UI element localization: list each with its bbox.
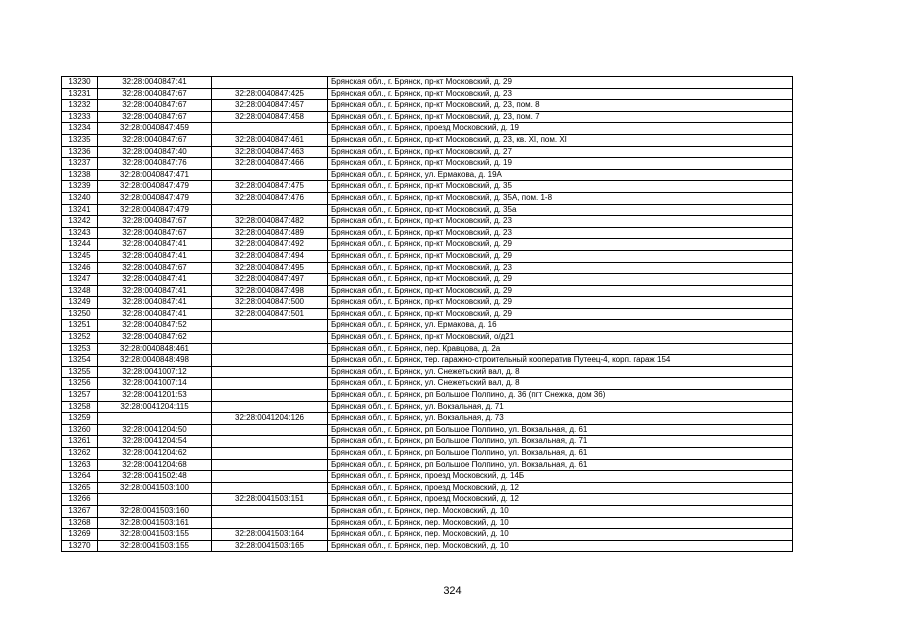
table-row	[62, 100, 793, 112]
object-cadastral-number-cell	[212, 459, 328, 471]
table-row	[62, 181, 793, 193]
table-row	[62, 297, 793, 309]
row-number-cell: 13236	[62, 146, 98, 158]
row-number-cell: 13262	[62, 448, 98, 460]
row-number-cell: 13255	[62, 366, 98, 378]
address-cell: Брянская обл., г. Брянск, пер. Московский, д. 10	[328, 529, 793, 541]
address-cell: Брянская обл., г. Брянск, пр-кт Московский, д. 19	[328, 158, 793, 170]
cadastral-number-cell: 32:28:0041204:62	[98, 448, 212, 460]
row-number-cell: 13234	[62, 123, 98, 135]
table-row	[62, 355, 793, 367]
address-cell: Брянская обл., г. Брянск, пер. Кравцова, д. 2а	[328, 343, 793, 355]
object-cadastral-number-cell: 32:28:0040847:425	[212, 88, 328, 100]
object-cadastral-number-cell	[212, 355, 328, 367]
cadastral-number-cell: 32:28:0041204:54	[98, 436, 212, 448]
address-cell: Брянская обл., г. Брянск, пер. Московский, д. 10	[328, 505, 793, 517]
address-cell: Брянская обл., г. Брянск, пр-кт Московский, д. 27	[328, 146, 793, 158]
cadastral-number-cell: 32:28:0041503:161	[98, 517, 212, 529]
row-number-cell: 13248	[62, 285, 98, 297]
address-cell: Брянская обл., г. Брянск, проезд Московский, д. 12	[328, 494, 793, 506]
object-cadastral-number-cell	[212, 204, 328, 216]
table-row	[62, 540, 793, 552]
address-cell: Брянская обл., г. Брянск, пр-кт Московский, д. 29	[328, 285, 793, 297]
object-cadastral-number-cell: 32:28:0040847:495	[212, 262, 328, 274]
cadastral-number-cell: 32:28:0040847:471	[98, 169, 212, 181]
table-row	[62, 424, 793, 436]
address-cell: Брянская обл., г. Брянск, проезд Московский, д. 19	[328, 123, 793, 135]
row-number-cell: 13256	[62, 378, 98, 390]
row-number-cell: 13232	[62, 100, 98, 112]
object-cadastral-number-cell: 32:28:0041503:164	[212, 529, 328, 541]
row-number-cell: 13249	[62, 297, 98, 309]
address-cell: Брянская обл., г. Брянск, пр-кт Московский, д. 23	[328, 227, 793, 239]
address-cell: Брянская обл., г. Брянск, пр-кт Московский, д. 23, кв. XI, пом. XI	[328, 134, 793, 146]
table-row	[62, 332, 793, 344]
address-cell: Брянская обл., г. Брянск, ул. Вокзальная, д. 71	[328, 401, 793, 413]
address-cell: Брянская обл., г. Брянск, ул. Вокзальная, д. 73	[328, 413, 793, 425]
row-number-cell: 13240	[62, 192, 98, 204]
address-cell: Брянская обл., г. Брянск, пр-кт Московский, д. 23	[328, 216, 793, 228]
address-cell: Брянская обл., г. Брянск, проезд Московский, д. 12	[328, 482, 793, 494]
object-cadastral-number-cell: 32:28:0040847:461	[212, 134, 328, 146]
object-cadastral-number-cell: 32:28:0040847:494	[212, 250, 328, 262]
row-number-cell: 13257	[62, 390, 98, 402]
address-cell: Брянская обл., г. Брянск, рп Большое Полпино, ул. Вокзальная, д. 61	[328, 459, 793, 471]
cadastral-number-cell: 32:28:0040847:41	[98, 239, 212, 251]
cadastral-number-cell: 32:28:0041204:50	[98, 424, 212, 436]
object-cadastral-number-cell: 32:28:0040847:482	[212, 216, 328, 228]
object-cadastral-number-cell	[212, 366, 328, 378]
cadastral-number-cell: 32:28:0040847:62	[98, 332, 212, 344]
table-row	[62, 250, 793, 262]
row-number-cell: 13230	[62, 77, 98, 89]
row-number-cell: 13242	[62, 216, 98, 228]
object-cadastral-number-cell: 32:28:0041204:126	[212, 413, 328, 425]
address-cell: Брянская обл., г. Брянск, ул. Ермакова, д. 16	[328, 320, 793, 332]
registry-table-body	[62, 77, 793, 552]
cadastral-number-cell: 32:28:0040847:479	[98, 204, 212, 216]
row-number-cell: 13263	[62, 459, 98, 471]
object-cadastral-number-cell	[212, 482, 328, 494]
address-cell: Брянская обл., г. Брянск, пр-кт Московский, д. 29	[328, 250, 793, 262]
table-row	[62, 88, 793, 100]
object-cadastral-number-cell	[212, 471, 328, 483]
cadastral-number-cell: 32:28:0041503:155	[98, 529, 212, 541]
object-cadastral-number-cell	[212, 436, 328, 448]
cadastral-number-cell: 32:28:0040847:41	[98, 274, 212, 286]
cadastral-number-cell: 32:28:0040847:41	[98, 250, 212, 262]
object-cadastral-number-cell	[212, 169, 328, 181]
row-number-cell: 13237	[62, 158, 98, 170]
cadastral-number-cell: 32:28:0040847:52	[98, 320, 212, 332]
object-cadastral-number-cell	[212, 401, 328, 413]
row-number-cell: 13239	[62, 181, 98, 193]
table-row	[62, 517, 793, 529]
table-row	[62, 216, 793, 228]
cadastral-number-cell: 32:28:0040847:479	[98, 192, 212, 204]
cadastral-number-cell: 32:28:0040848:498	[98, 355, 212, 367]
row-number-cell: 13246	[62, 262, 98, 274]
object-cadastral-number-cell	[212, 332, 328, 344]
table-row	[62, 274, 793, 286]
table-row	[62, 390, 793, 402]
address-cell: Брянская обл., г. Брянск, пр-кт Московский, д. 29	[328, 77, 793, 89]
address-cell: Брянская обл., г. Брянск, пр-кт Московский, д. 23, пом. 8	[328, 100, 793, 112]
cadastral-number-cell: 32:28:0040847:67	[98, 227, 212, 239]
address-cell: Брянская обл., г. Брянск, ул. Снежетьский вал, д. 8	[328, 378, 793, 390]
table-row	[62, 413, 793, 425]
table-row	[62, 146, 793, 158]
table-row	[62, 158, 793, 170]
table-row	[62, 227, 793, 239]
cadastral-number-cell: 32:28:0040847:41	[98, 308, 212, 320]
cadastral-number-cell: 32:28:0041007:12	[98, 366, 212, 378]
table-row	[62, 169, 793, 181]
table-row	[62, 77, 793, 89]
address-cell: Брянская обл., г. Брянск, пр-кт Московский, д. 29	[328, 297, 793, 309]
row-number-cell: 13261	[62, 436, 98, 448]
cadastral-number-cell: 32:28:0041503:155	[98, 540, 212, 552]
table-row	[62, 123, 793, 135]
object-cadastral-number-cell: 32:28:0040847:500	[212, 297, 328, 309]
table-row	[62, 459, 793, 471]
table-row	[62, 505, 793, 517]
object-cadastral-number-cell	[212, 123, 328, 135]
row-number-cell: 13235	[62, 134, 98, 146]
address-cell: Брянская обл., г. Брянск, пр-кт Московский, д. 29	[328, 308, 793, 320]
address-cell: Брянская обл., г. Брянск, пр-кт Московский, о/д21	[328, 332, 793, 344]
row-number-cell: 13253	[62, 343, 98, 355]
address-cell: Брянская обл., г. Брянск, рп Большое Полпино, ул. Вокзальная, д. 71	[328, 436, 793, 448]
row-number-cell: 13266	[62, 494, 98, 506]
table-row	[62, 529, 793, 541]
cadastral-number-cell: 32:28:0041007:14	[98, 378, 212, 390]
object-cadastral-number-cell: 32:28:0041503:165	[212, 540, 328, 552]
address-cell: Брянская обл., г. Брянск, пр-кт Московский, д. 23, пом. 7	[328, 111, 793, 123]
object-cadastral-number-cell	[212, 77, 328, 89]
cadastral-number-cell: 32:28:0041503:100	[98, 482, 212, 494]
table-row	[62, 366, 793, 378]
row-number-cell: 13251	[62, 320, 98, 332]
row-number-cell: 13258	[62, 401, 98, 413]
object-cadastral-number-cell	[212, 390, 328, 402]
table-row	[62, 343, 793, 355]
row-number-cell: 13247	[62, 274, 98, 286]
object-cadastral-number-cell	[212, 517, 328, 529]
row-number-cell: 13250	[62, 308, 98, 320]
address-cell: Брянская обл., г. Брянск, пр-кт Московский, д. 23	[328, 262, 793, 274]
object-cadastral-number-cell: 32:28:0040847:492	[212, 239, 328, 251]
table-row	[62, 482, 793, 494]
object-cadastral-number-cell	[212, 424, 328, 436]
object-cadastral-number-cell	[212, 343, 328, 355]
address-cell: Брянская обл., г. Брянск, проезд Московский, д. 14Б	[328, 471, 793, 483]
object-cadastral-number-cell: 32:28:0040847:466	[212, 158, 328, 170]
cadastral-number-cell: 32:28:0041204:68	[98, 459, 212, 471]
row-number-cell: 13243	[62, 227, 98, 239]
cadastral-number-cell: 32:28:0040848:461	[98, 343, 212, 355]
row-number-cell: 13231	[62, 88, 98, 100]
cadastral-number-cell: 32:28:0040847:40	[98, 146, 212, 158]
row-number-cell: 13252	[62, 332, 98, 344]
table-row	[62, 204, 793, 216]
cadastral-number-cell: 32:28:0040847:41	[98, 77, 212, 89]
row-number-cell: 13270	[62, 540, 98, 552]
table-row	[62, 401, 793, 413]
object-cadastral-number-cell	[212, 320, 328, 332]
cadastral-number-cell	[98, 494, 212, 506]
cadastral-number-cell	[98, 413, 212, 425]
object-cadastral-number-cell: 32:28:0040847:497	[212, 274, 328, 286]
object-cadastral-number-cell: 32:28:0040847:489	[212, 227, 328, 239]
row-number-cell: 13259	[62, 413, 98, 425]
registry-table	[61, 76, 793, 552]
cadastral-number-cell: 32:28:0040847:67	[98, 262, 212, 274]
object-cadastral-number-cell: 32:28:0040847:463	[212, 146, 328, 158]
cadastral-number-cell: 32:28:0041503:160	[98, 505, 212, 517]
address-cell: Брянская обл., г. Брянск, ул. Ермакова, д. 19А	[328, 169, 793, 181]
table-row	[62, 471, 793, 483]
cadastral-number-cell: 32:28:0040847:479	[98, 181, 212, 193]
object-cadastral-number-cell: 32:28:0040847:498	[212, 285, 328, 297]
table-row	[62, 192, 793, 204]
address-cell: Брянская обл., г. Брянск, пр-кт Московский, д. 29	[328, 274, 793, 286]
row-number-cell: 13233	[62, 111, 98, 123]
address-cell: Брянская обл., г. Брянск, пр-кт Московский, д. 35а	[328, 204, 793, 216]
table-row	[62, 285, 793, 297]
row-number-cell: 13244	[62, 239, 98, 251]
table-row	[62, 378, 793, 390]
address-cell: Брянская обл., г. Брянск, пр-кт Московский, д. 35А, пом. 1-8	[328, 192, 793, 204]
address-cell: Брянская обл., г. Брянск, ул. Снежетьский вал, д. 8	[328, 366, 793, 378]
object-cadastral-number-cell	[212, 505, 328, 517]
row-number-cell: 13269	[62, 529, 98, 541]
cadastral-number-cell: 32:28:0041204:115	[98, 401, 212, 413]
row-number-cell: 13238	[62, 169, 98, 181]
table-row	[62, 494, 793, 506]
cadastral-number-cell: 32:28:0041201:53	[98, 390, 212, 402]
address-cell: Брянская обл., г. Брянск, пр-кт Московский, д. 23	[328, 88, 793, 100]
address-cell: Брянская обл., г. Брянск, пер. Московский, д. 10	[328, 517, 793, 529]
row-number-cell: 13267	[62, 505, 98, 517]
cadastral-number-cell: 32:28:0041502:48	[98, 471, 212, 483]
row-number-cell: 13254	[62, 355, 98, 367]
address-cell: Брянская обл., г. Брянск, пр-кт Московский, д. 35	[328, 181, 793, 193]
row-number-cell: 13268	[62, 517, 98, 529]
object-cadastral-number-cell: 32:28:0040847:457	[212, 100, 328, 112]
table-row	[62, 308, 793, 320]
cadastral-number-cell: 32:28:0040847:41	[98, 297, 212, 309]
table-row	[62, 134, 793, 146]
object-cadastral-number-cell	[212, 378, 328, 390]
row-number-cell: 13264	[62, 471, 98, 483]
address-cell: Брянская обл., г. Брянск, рп Большое Полпино, ул. Вокзальная, д. 61	[328, 448, 793, 460]
cadastral-number-cell: 32:28:0040847:459	[98, 123, 212, 135]
object-cadastral-number-cell	[212, 448, 328, 460]
cadastral-number-cell: 32:28:0040847:67	[98, 100, 212, 112]
cadastral-number-cell: 32:28:0040847:41	[98, 285, 212, 297]
object-cadastral-number-cell: 32:28:0041503:151	[212, 494, 328, 506]
row-number-cell: 13241	[62, 204, 98, 216]
address-cell: Брянская обл., г. Брянск, рп Большое Полпино, ул. Вокзальная, д. 61	[328, 424, 793, 436]
cadastral-number-cell: 32:28:0040847:67	[98, 88, 212, 100]
cadastral-number-cell: 32:28:0040847:67	[98, 216, 212, 228]
table-row	[62, 320, 793, 332]
row-number-cell: 13245	[62, 250, 98, 262]
page-number: 324	[443, 585, 462, 597]
object-cadastral-number-cell: 32:28:0040847:475	[212, 181, 328, 193]
table-row	[62, 262, 793, 274]
address-cell: Брянская обл., г. Брянск, рп Большое Полпино, д. 36 (пгт Снежка, дом 36)	[328, 390, 793, 402]
table-row	[62, 111, 793, 123]
address-cell: Брянская обл., г. Брянск, пр-кт Московский, д. 29	[328, 239, 793, 251]
object-cadastral-number-cell: 32:28:0040847:458	[212, 111, 328, 123]
cadastral-number-cell: 32:28:0040847:67	[98, 111, 212, 123]
object-cadastral-number-cell: 32:28:0040847:476	[212, 192, 328, 204]
table-row	[62, 448, 793, 460]
cadastral-number-cell: 32:28:0040847:76	[98, 158, 212, 170]
object-cadastral-number-cell: 32:28:0040847:501	[212, 308, 328, 320]
row-number-cell: 13265	[62, 482, 98, 494]
address-cell: Брянская обл., г. Брянск, пер. Московский, д. 10	[328, 540, 793, 552]
row-number-cell: 13260	[62, 424, 98, 436]
table-row	[62, 436, 793, 448]
table-row	[62, 239, 793, 251]
address-cell: Брянская обл., г. Брянск, тер. гаражно-строительный кооператив Путеец-4, корп. гараж 154	[328, 355, 793, 367]
cadastral-number-cell: 32:28:0040847:67	[98, 134, 212, 146]
